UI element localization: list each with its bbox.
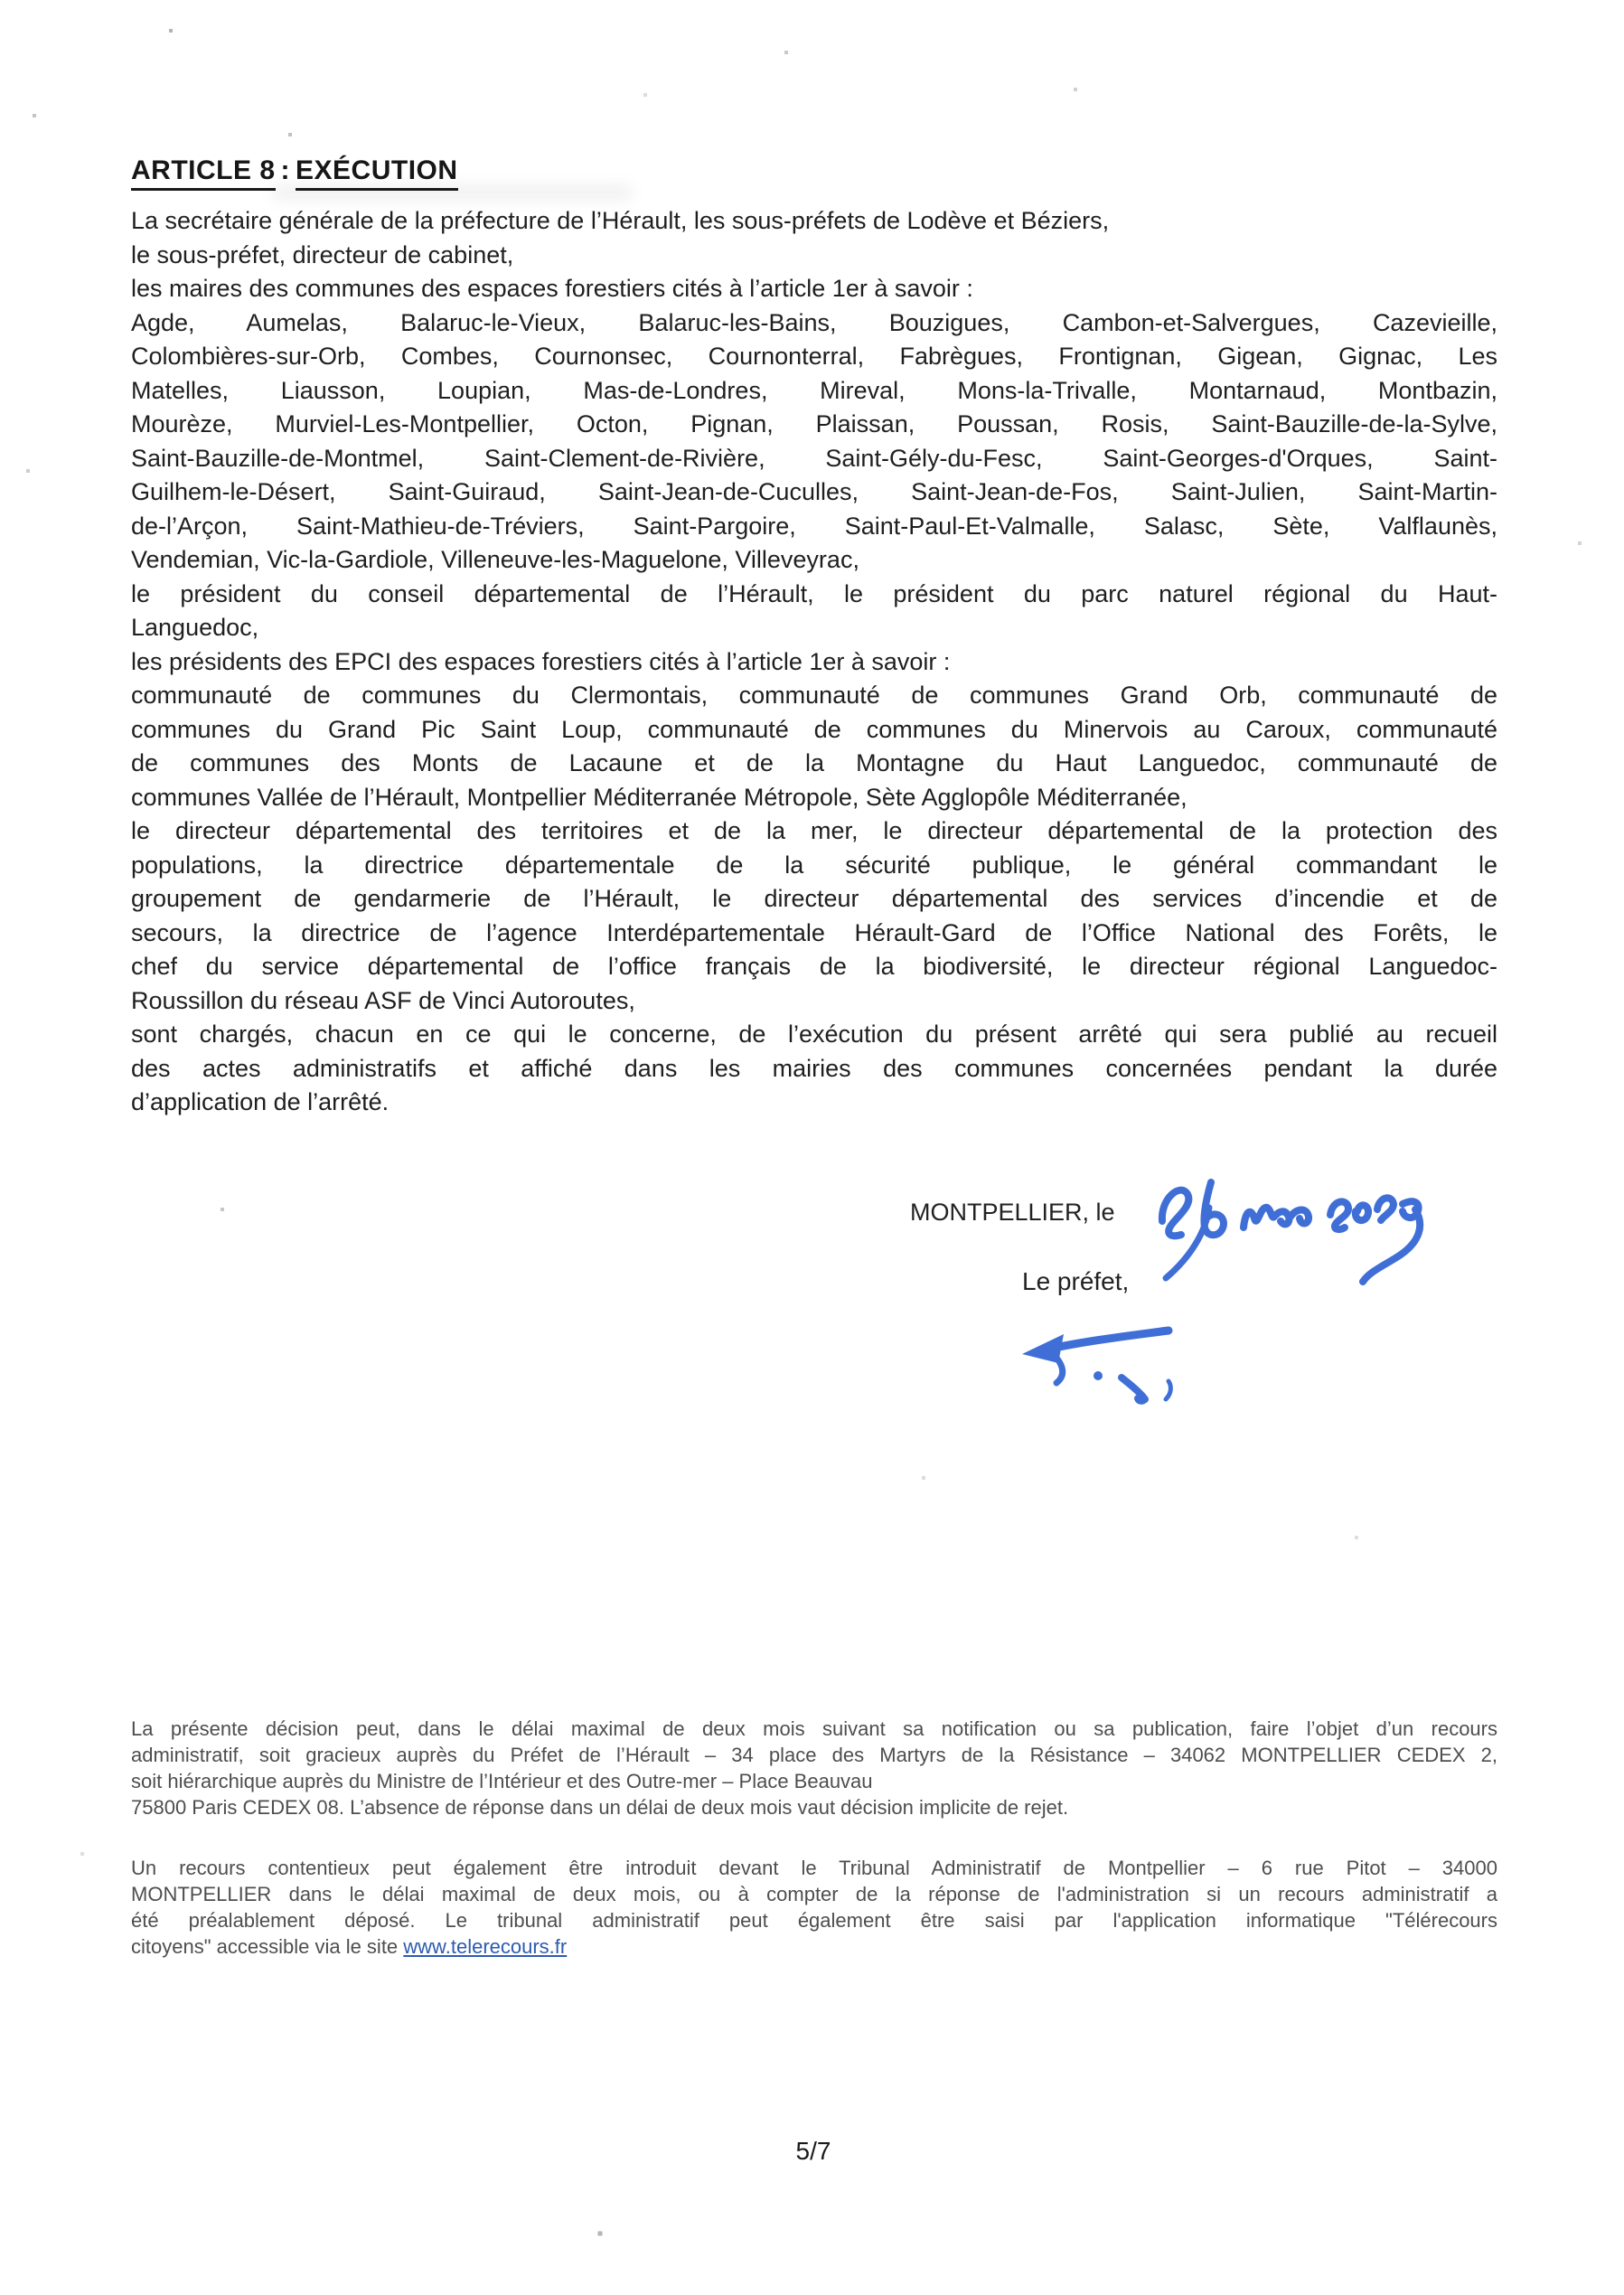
text-line: le président du conseil départemental de l’Hérault, le président du parc naturel régional du Haut- bbox=[131, 579, 1497, 607]
text-line: le directeur départemental des territoires et de la mer, le directeur départemental de la protection des bbox=[131, 817, 1497, 844]
text-line: Un recours contentieux peut également être introduit devant le Tribunal Administratif de Montpellier – 6 rue Pitot – 34000 bbox=[131, 1857, 1497, 1879]
text-line: les présidents des EPCI des espaces forestiers cités à l’article 1er à savoir : bbox=[131, 647, 951, 675]
text-line: Roussillon du réseau ASF de Vinci Autoroutes, bbox=[131, 986, 635, 1014]
scan-noise bbox=[0, 0, 2, 2]
article-title-separator: : bbox=[280, 155, 291, 186]
telerecours-link[interactable]: www.telerecours.fr bbox=[403, 1935, 568, 1958]
text-line-prefix: citoyens" accessible via le site bbox=[131, 1935, 404, 1958]
text-line: communes Vallée de l’Hérault, Montpellier Méditerranée Métropole, Sète Agglopôle Méditerranée, bbox=[131, 783, 1187, 811]
text-line: Colombières-sur-Orb, Combes, Cournonsec, Cournonterral, Fabrègues, Frontignan, Gigean, Gignac, Les bbox=[131, 343, 1497, 370]
text-line: Saint-Bauzille-de-Montmel, Saint-Clement-de-Rivière, Saint-Gély-du-Fesc, Saint-Georges-d'Orques, Saint- bbox=[131, 444, 1497, 472]
text-line: La présente décision peut, dans le délai maximal de deux mois suivant sa notification ou sa publication, faire l’objet d’un recours bbox=[131, 1717, 1497, 1740]
text-line: soit hiérarchique auprès du Ministre de l’Intérieur et des Outre-mer – Place Beauvau bbox=[131, 1770, 873, 1792]
text-line: administratif, soit gracieux auprès du Préfet de l’Hérault – 34 place des Martyrs de la Résistance – 34062 MONTPELLIER CEDEX 2, bbox=[131, 1744, 1497, 1766]
text-line: Mourèze, Murviel-Les-Montpellier, Octon, Pignan, Plaissan, Poussan, Rosis, Saint-Bauzille-de-la-Sylve, bbox=[131, 410, 1497, 437]
text-line: les maires des communes des espaces forestiers cités à l’article 1er à savoir : bbox=[131, 275, 973, 302]
text-line: le sous-préfet, directeur de cabinet, bbox=[131, 240, 514, 268]
text-line: Languedoc, bbox=[131, 614, 259, 641]
text-line: secours, la directrice de l’agence Interdépartementale Hérault-Gard de l’Office National des Forêts, le bbox=[131, 918, 1497, 946]
text-line: de communes des Monts de Lacaune et de la Montagne du Haut Languedoc, communauté de bbox=[131, 749, 1497, 776]
text-line: 75800 Paris CEDEX 08. L’absence de réponse dans un délai de deux mois vaut décision implicite de rejet. bbox=[131, 1796, 1069, 1819]
execution-body-text bbox=[131, 204, 1497, 1120]
handwritten-date-ink bbox=[1153, 1171, 1424, 1289]
text-line: Vendemian, Vic-la-Gardiole, Villeneuve-les-Maguelone, Villeveyrac, bbox=[131, 546, 859, 573]
text-line bbox=[131, 1933, 1497, 1960]
text-line: MONTPELLIER dans le délai maximal de deux mois, ou à compter de la réponse de l'administration si un recours administratif a bbox=[131, 1883, 1497, 1905]
signature-role-label: Le préfet, bbox=[1022, 1267, 1130, 1295]
prefect-signature-ink bbox=[1017, 1320, 1184, 1408]
text-line: communes du Grand Pic Saint Loup, communauté de communes du Minervois au Caroux, communauté bbox=[131, 715, 1497, 743]
page-number: 5/7 bbox=[795, 2137, 831, 2165]
text-line: groupement de gendarmerie de l’Hérault, le directeur départemental des services d’incendie et de bbox=[131, 885, 1497, 912]
signature-place-label: MONTPELLIER, le bbox=[910, 1199, 1115, 1226]
text-line: Matelles, Liausson, Loupian, Mas-de-Londres, Mireval, Mons-la-Trivalle, Montarnaud, Montbazin, bbox=[131, 376, 1497, 404]
text-line: La secrétaire générale de la préfecture de l’Hérault, les sous-préfets de Lodève et Béziers, bbox=[131, 207, 1110, 234]
text-line: des actes administratifs et affiché dans les mairies des communes concernées pendant la durée bbox=[131, 1054, 1497, 1082]
text-line: d’application de l’arrêté. bbox=[131, 1088, 390, 1115]
text-line: Agde, Aumelas, Balaruc-le-Vieux, Balaruc-les-Bains, Bouzigues, Cambon-et-Salvergues, Cazevieille, bbox=[131, 308, 1497, 336]
article-title-word: EXÉCUTION bbox=[296, 155, 458, 191]
text-line: sont chargés, chacun en ce qui le concerne, de l’exécution du présent arrêté qui sera publié au recueil bbox=[131, 1021, 1497, 1048]
text-line: de-l’Arçon, Saint-Mathieu-de-Tréviers, Saint-Pargoire, Saint-Paul-Et-Valmalle, Salasc, Sète, Valflaunès, bbox=[131, 512, 1497, 540]
article-title bbox=[131, 155, 458, 186]
article-title-number: ARTICLE 8 bbox=[131, 155, 276, 191]
text-line: chef du service départemental de l’office français de la biodiversité, le directeur régional Languedoc- bbox=[131, 953, 1497, 980]
text-line: populations, la directrice départementale de la sécurité publique, le général commandant le bbox=[131, 851, 1497, 879]
text-line: Guilhem-le-Désert, Saint-Guiraud, Saint-Jean-de-Cuculles, Saint-Jean-de-Fos, Saint-Julien, Saint-Martin- bbox=[131, 478, 1497, 505]
footer-recours-administratif bbox=[131, 1716, 1497, 1820]
text-line: été préalablement déposé. Le tribunal administratif peut également être saisi par l'application informatique "Télérecours bbox=[131, 1909, 1497, 1932]
footer-recours-contentieux bbox=[131, 1855, 1497, 1960]
text-line: communauté de communes du Clermontais, communauté de communes Grand Orb, communauté de bbox=[131, 682, 1497, 709]
